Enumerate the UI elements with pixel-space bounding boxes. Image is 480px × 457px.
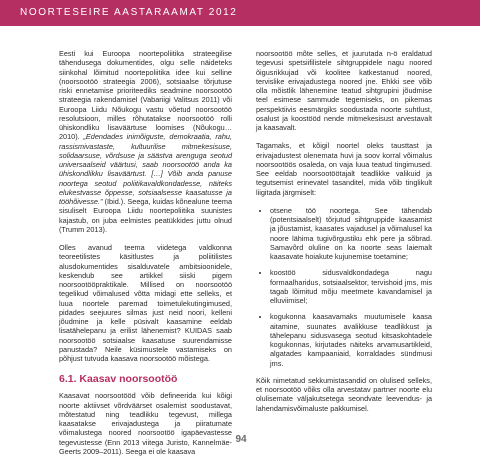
paragraph-1-quote: „Edendades inimõiguste, demokraatia, rahu, rassismivastaste, kultuurilise mitmekesisuse, solidaarsuse, võrdsuse ja säästva arenguga seotud universaalseid väärtusi, saab noorsootöö anda ka ühiskondlikku lisaväärtust. […] Võib anda panuse noortega seotud poliitikavaldkondadesse, näiteks elukestvasse õppesse, sotsiaalsesse kaasatusse ja tööhõivesse.” — [59, 132, 232, 206]
right-column — [256, 49, 432, 413]
paragraph-1-end: (Ibid.). Seega, kuidas kõnealune teema sisuliselt Euroopa Liidu noortepoliitika suunistes kajastub, on juba eelmistes peatükkides juttu olnud (Trumm 2013). — [59, 197, 233, 234]
list-item: • otsene töö noortega. See tähendab (potentsiaalselt) tõrjutud sihtgruppide kaasamist ja jõustamist, kaasates vajadusel ja võimalusel ka noore lähima tugivõrgustiku ehk pere ja sõbrad. Samavõrd oluline on ka noorte seas laiemalt kaasavate hoiakute kujunemise toetamine; — [270, 206, 432, 262]
list-item: • koostöö sidusvaldkondadega nagu formaalharidus, sotsiaalsektor, tervishoid jms, mis tagab lõimitud mõju meetmete kavandamisel ja elluviimisel; — [270, 268, 432, 305]
paragraph-5: Tagamaks, et kõigil noortel oleks tausttast ja erivajadustest olenemata huvi ja soov korral võimalus noorsootöös osaleda, on vaja luua teatud tingimused. See eeldab noorsootöötajalt teadlikke valikuid ja tegutsemist erinevatel tasanditel, mida võib tinglikult liigitada järgmiselt: — [256, 141, 432, 197]
paragraph-2: Olles avanud teema viidetega valdkonna teoreetilistes käsitlustes ja poliitilistes alusdokumentides sisalduvatele ambitsioonidele, keskendub see artikkel siiski pigem noorsootööpraktikale. Millised on noorsootöö tegelikud võimalused võtta midagi ette selleks, et luua noortele paremad toimetulekutingimused, pidades seejuures silmas just neid noori, kelleni jõudmine ja kelle püsivalt kaasamine eeldab lisatähelepanu ja erilist lähenemist? KUIDAS saab noorsootöö sotsiaalse kaasatuse suurendamisse panustada? Neile küsimustele vastamiseks on põhjust tutvuda kaasava noorsootöö mõistega. — [59, 243, 232, 363]
section-title: 6.1. Kaasav noorsootöö — [59, 373, 178, 386]
paragraph-1 — [59, 49, 232, 234]
paragraph-6: Kõik nimetatud sekkumistasandid on olulised selleks, et noorsootöö võiks olla arvestatav partner noorte elu olulisemate väljakutsetega seondvate leevendus- ja lahendamisvõimaluste pakkumisel. — [256, 375, 432, 413]
bullet-list — [256, 206, 432, 368]
running-header-title: NOORTESEIRE AASTARAAMAT 2012 — [20, 7, 238, 18]
header-bar — [0, 0, 480, 26]
paragraph-3: Kaasavat noorsootööd võib defineerida kui kõigi noorte aktiivset võrdväärset osalemist soodustavat, mõtestatud ning teadlikku tegevust, millega kaasatakse erivajadustega ja piiratumate võimalustega noored noorsootöö igapäevastesse tegevustesse (Enn 2013 viitega Juristo, Kannelmäe-Geerts 2009–2011). Seega ei ole kaasava — [59, 391, 232, 456]
left-column — [59, 49, 232, 456]
paragraph-1-start: Eesti kui Euroopa noortepoliitika strateegilise tähendusega dokumentides, olgu selle näideteks siinkohal lõimitud noortepoliitika idee kui selline (noorsootöö strateegia 2006), sotsiaalse tõrjutuse riski ennetamise prioriteediks seadmine noorsootöö strateegia rakendamisel (Vabariigi Valitsus 2011) või Euroopa Liidu Nõukogu vastu võetud noorsootöö resolutsioon, milles rõhutatakse noorsootöö rolli ühiskondliku lisaväärtuse loomises (Nõukogu… 2010). — [59, 49, 232, 142]
paragraph-4: noorsootöö mõte selles, et juurutada n-ö eraldatud tegevusi spetsiifilistele sihtgruppidele nagu noored õigusrikkujad või koolitee katkestanud noored, tervislike erivajadustega noored jne. Ehkki see võib olla mõistlik lähenemine teatud sihtgrupini jõudmise teel esimese sammude tegemiseks, on pikemas perspektiivis eesmärgiks soodustada noorte suhtlust, osalust ja koostööd nende mitmekesisust arvestavalt ja kaasavalt. — [256, 49, 432, 132]
list-item: • kogukonna kaasavamaks muutumisele kaasa aitamine, suunates avalikkuse teadlikkust ja tähelepanu sidusvasega seotud kitsaskohtadele kogukonnas, kirjutades näiteks arvamusartikleid, algatades kampaaniaid, korraldades sündmusi jms. — [270, 312, 432, 368]
page-number: 94 — [235, 434, 247, 445]
